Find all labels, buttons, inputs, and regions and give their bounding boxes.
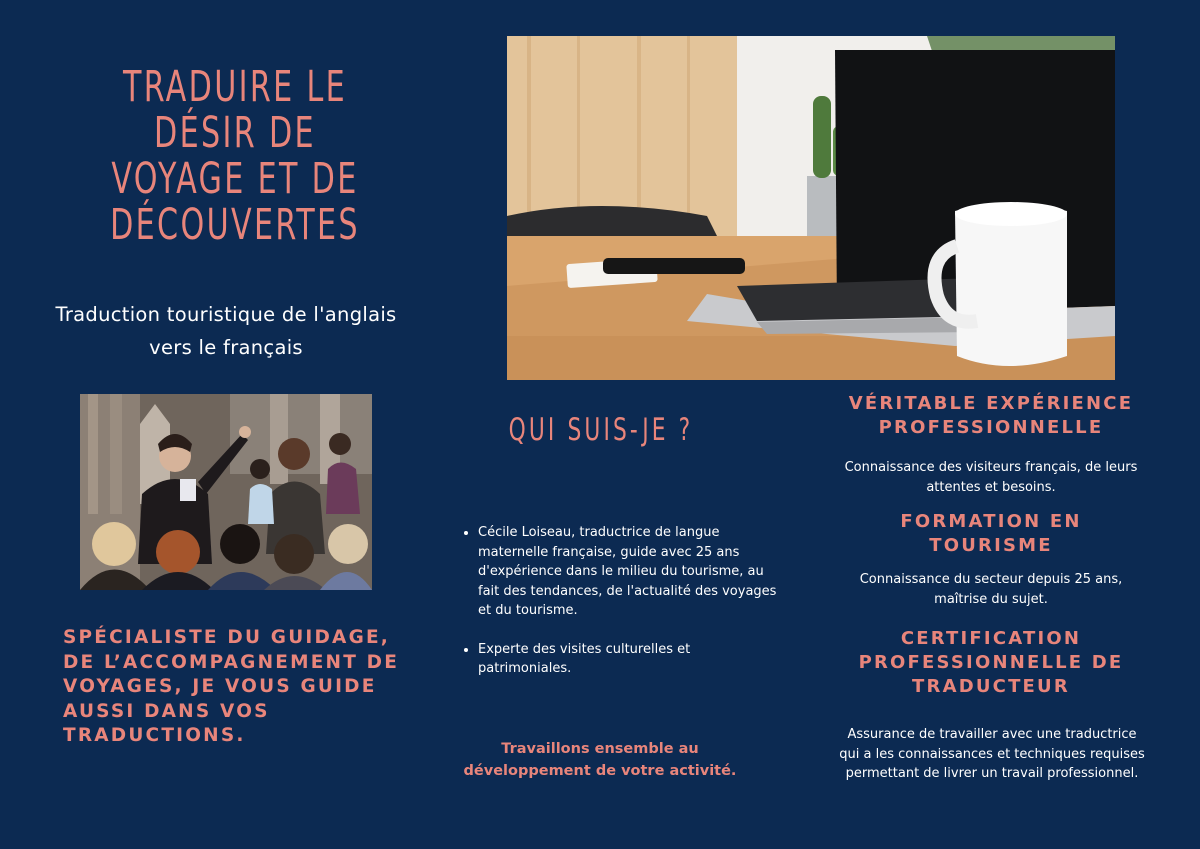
specialist-statement: SPÉCIALISTE DU GUIDAGE, DE L’ACCOMPAGNEMENT DE VOYAGES, JE VOUS GUIDE AUSSI DANS VOS TRADUCTIONS. (63, 627, 400, 746)
section-text: Connaissance du secteur depuis 25 ans, maîtrise du sujet. (859, 572, 1123, 607)
section-certification (826, 627, 1156, 699)
section-experience (826, 392, 1156, 440)
bio-list (458, 523, 778, 698)
section-heading: FORMATION EN TOURISME (900, 511, 1082, 556)
guide-photo (80, 394, 372, 590)
laptop-photo (507, 36, 1115, 380)
page-title: TRADUIRE LE DÉSIR DE VOYAGE ET DE DÉCOUVERTES (110, 62, 360, 250)
section-certification-text (836, 725, 1148, 784)
section-heading: VÉRITABLE EXPÉRIENCE PROFESSIONNELLE (848, 393, 1134, 438)
section-title-qui-suis-je: QUI SUIS-JE ? (508, 412, 694, 448)
section-experience-text (826, 458, 1156, 497)
list-item: • Experte des visites culturelles et patrimoniales. (478, 640, 778, 679)
section-formation-text (826, 570, 1156, 609)
section-formation (826, 510, 1156, 558)
subtitle: Traduction touristique de l'anglais vers le français (55, 303, 397, 359)
section-text: Assurance de travailler avec une traductrice qui a les connaissances et techniques requises permettant de livrer un travail professionnel. (839, 727, 1145, 781)
section-text: Connaissance des visiteurs français, de leurs attentes et besoins. (844, 460, 1138, 495)
list-item: • Cécile Loiseau, traductrice de langue maternelle française, guide avec 25 ans d'expérience dans le milieu du tourisme, au fait des tendances, de l'actualité des voyages et du tourisme. (478, 523, 778, 621)
call-to-action: Travaillons ensemble au développement de votre activité. (463, 741, 737, 779)
section-heading: CERTIFICATION PROFESSIONNELLE DE TRADUCTEUR (858, 628, 1124, 697)
